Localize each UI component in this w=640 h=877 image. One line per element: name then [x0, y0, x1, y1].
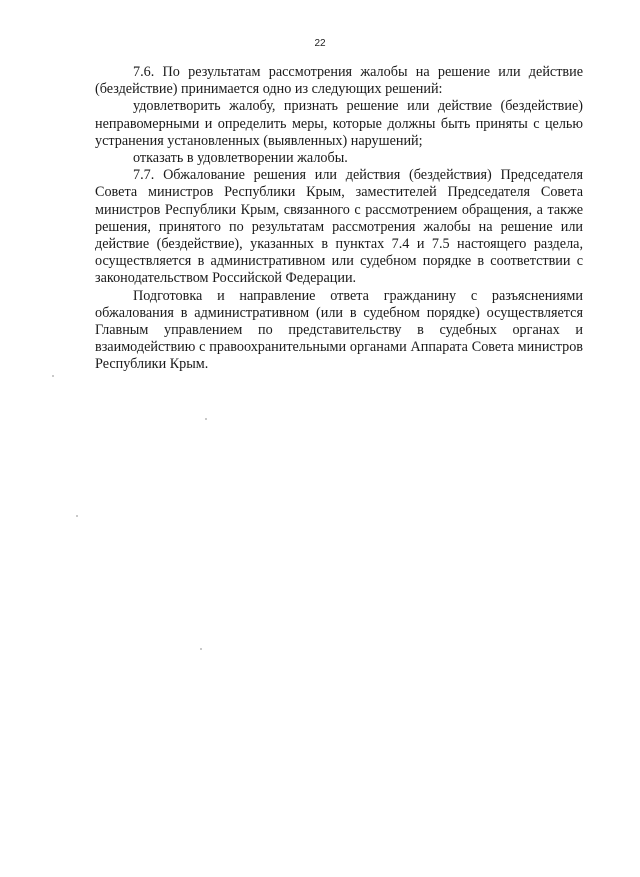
paragraph-7-6: 7.6. По результатам рассмотрения жалобы на решение или действие (бездействие) принимается одно из следующих решений:	[95, 64, 583, 98]
scan-speck	[52, 375, 54, 377]
paragraph-decision-satisfy: удовлетворить жалобу, признать решение или действие (бездействие) неправомерными и определить меры, которые должны быть приняты с целью устранения установленных (выявленных) нарушений;	[95, 98, 583, 149]
page-number: 22	[314, 38, 326, 49]
paragraph-response-preparation: Подготовка и направление ответа гражданину с разъяснениями обжалования в административном (или в судебном порядке) осуществляется Главным управлением по представительству в судебных органах и взаимодействию с правоохранительными органами Аппарата Совета министров Республики Крым.	[95, 287, 583, 373]
paragraph-7-7: 7.7. Обжалование решения или действия (бездействия) Председателя Совета министров Республики Крым, заместителей Председателя Совета министров Республики Крым, связанного с рассмотрением обращения, а также решения, принятого по результатам рассмотрения жалобы на решение или действие (бездействие), указанных в пунктах 7.4 и 7.5 настоящего раздела, осуществляется в административном или судебном порядке в соответствии с законодательством Российской Федерации.	[95, 167, 583, 287]
scan-speck	[76, 515, 78, 517]
scan-speck	[205, 418, 207, 420]
paragraph-decision-refuse: отказать в удовлетворении жалобы.	[133, 150, 348, 167]
scan-speck	[200, 648, 202, 650]
document-body	[95, 64, 583, 374]
